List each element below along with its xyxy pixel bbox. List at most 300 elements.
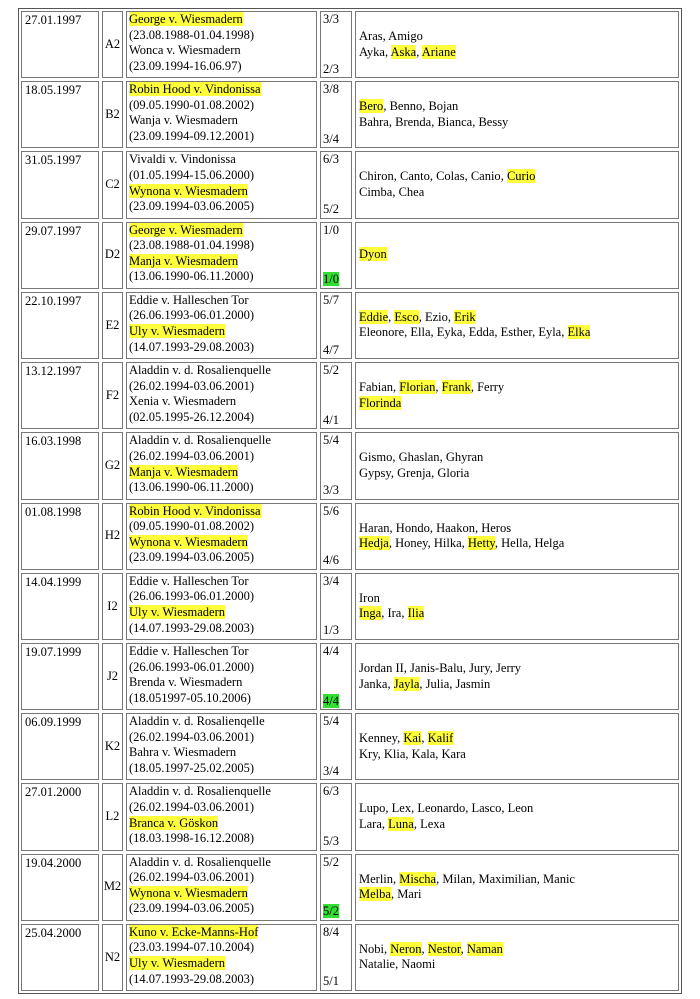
pup-name: Jordan II	[359, 660, 404, 675]
parents-cell	[126, 573, 317, 640]
pup-name: Bahra	[359, 114, 389, 129]
count-bottom	[323, 62, 349, 78]
pup-name: Lupo	[359, 801, 386, 816]
litter-row	[21, 81, 679, 148]
sire-line	[129, 363, 314, 379]
male-pups: Haran, Hondo, Haakon, Heros	[359, 520, 512, 535]
sire-line	[129, 504, 314, 520]
count-bottom	[323, 553, 349, 569]
dam-dates: (23.09.1994-03.06.2005)	[129, 199, 254, 214]
dam-line	[129, 535, 314, 551]
sire-line	[129, 152, 314, 168]
litter-date: 06.09.1999	[21, 713, 99, 780]
count-bottom-value: 1/3	[323, 623, 339, 638]
count-cell	[320, 11, 352, 78]
dam-line	[129, 465, 314, 481]
female-pups: Ayka, Aska, Ariane	[359, 44, 456, 59]
pup-name: Kry	[359, 746, 378, 761]
female-pups	[359, 396, 675, 412]
pup-name: Grenja	[397, 465, 432, 480]
pup-name: Iron	[359, 590, 380, 605]
count-top-value: 5/6	[323, 503, 339, 518]
litter-code: E2	[102, 292, 123, 359]
pup-name: Gypsy	[359, 465, 391, 480]
dam-name: Xenia v. Wiesmadern	[129, 394, 237, 409]
sire-dates: (09.05.1990-01.08.2002)	[129, 97, 254, 112]
dam-name: Wynona v. Wiesmadern	[129, 534, 248, 549]
count-cell	[320, 432, 352, 499]
count-cell	[320, 503, 352, 570]
pups-cell	[355, 503, 679, 570]
dam-name: Wanja v. Wiesmadern	[129, 113, 238, 128]
litter-row	[21, 432, 679, 499]
sire-dates: (23.08.1988-01.04.1998)	[129, 27, 254, 42]
female-pups: Janka, Jayla, Julia, Jasmin	[359, 676, 491, 691]
pup-name: Lara	[359, 817, 382, 832]
male-pups: Fabian, Florian, Frank, Ferry	[359, 380, 505, 395]
litter-row	[21, 854, 679, 921]
count-top	[323, 363, 349, 379]
count-bottom-value: 1/0	[323, 272, 339, 287]
pup-name: Curio	[506, 169, 536, 184]
litter-date: 27.01.1997	[21, 11, 99, 78]
pup-name: Erik	[454, 309, 476, 324]
sire-name: Eddie v. Halleschen Tor	[129, 643, 249, 658]
sire-name: George v. Wiesmadern	[129, 12, 243, 26]
count-cell	[320, 362, 352, 429]
sire-dates: (26.02.1994-03.06.2001)	[129, 870, 254, 885]
count-bottom	[323, 834, 349, 850]
count-bottom-value: 3/4	[323, 763, 339, 778]
count-bottom-value: 4/6	[323, 553, 339, 568]
dam-dates: (13.06.1990-06.11.2000)	[129, 269, 254, 284]
litter-code: L2	[102, 783, 123, 850]
pup-name: Hilka	[433, 536, 462, 551]
pup-name: Luna	[388, 817, 414, 832]
female-pups: Hedja, Honey, Hilka, Hetty, Hella, Helga	[359, 536, 565, 551]
litter-code: I2	[102, 573, 123, 640]
count-top-value: 6/3	[323, 152, 339, 167]
sire-line	[129, 12, 314, 28]
count-cell	[320, 573, 352, 640]
count-bottom	[323, 904, 349, 920]
pup-name: Ghyran	[445, 450, 484, 465]
count-bottom	[323, 623, 349, 639]
litter-code: D2	[102, 222, 123, 289]
count-top-value: 5/2	[323, 363, 339, 378]
sire-line	[129, 433, 314, 449]
count-top	[323, 714, 349, 730]
parents-cell	[126, 924, 317, 991]
pups-cell	[355, 11, 679, 78]
dam-line	[129, 394, 314, 410]
count-bottom-value: 5/3	[323, 834, 339, 849]
pup-name: Ferry	[477, 380, 505, 395]
litter-date: 22.10.1997	[21, 292, 99, 359]
pup-name: Eyka	[436, 325, 463, 340]
count-bottom-value: 2/3	[323, 61, 339, 76]
dam-name: Uly v. Wiesmadern	[129, 604, 226, 619]
male-pups	[359, 247, 675, 263]
count-bottom	[323, 132, 349, 148]
count-top	[323, 574, 349, 590]
count-top	[323, 644, 349, 660]
pup-name: Cimba	[359, 185, 393, 200]
sire-line	[129, 293, 314, 309]
count-bottom-value: 5/2	[323, 202, 339, 217]
count-top-value: 5/4	[323, 433, 339, 448]
pup-name: Haakon	[436, 520, 475, 535]
count-cell	[320, 292, 352, 359]
parents-cell	[126, 151, 317, 218]
litter-code: N2	[102, 924, 123, 991]
pup-name: Natalie	[359, 957, 396, 972]
pup-name: Manic	[543, 871, 575, 886]
sire-line	[129, 855, 314, 871]
count-top	[323, 12, 349, 28]
male-pups: Merlin, Mischa, Milan, Maximilian, Manic	[359, 871, 575, 886]
parents-cell	[126, 783, 317, 850]
litter-row	[21, 503, 679, 570]
pups-cell	[355, 854, 679, 921]
dam-line	[129, 675, 314, 691]
pup-name: Elka	[567, 325, 591, 340]
litter-date: 25.04.2000	[21, 924, 99, 991]
sire-line	[129, 714, 314, 730]
dam-dates: (14.07.1993-29.08.2003)	[129, 620, 254, 635]
pup-name: Kara	[441, 746, 466, 761]
pups-cell	[355, 81, 679, 148]
sire-name: Robin Hood v. Vindonissa	[129, 503, 261, 518]
pup-name: Inga	[359, 606, 382, 621]
sire-name: George v. Wiesmadern	[129, 222, 243, 237]
pup-name: Bessy	[478, 114, 509, 129]
count-top-value: 3/3	[323, 12, 339, 26]
count-bottom-value: 3/4	[323, 131, 339, 146]
count-bottom	[323, 343, 349, 359]
sire-name: Aladdin v. d. Rosalienquelle	[129, 854, 271, 869]
dam-line	[129, 816, 314, 832]
pup-name: Merlin	[359, 871, 394, 886]
male-pups: Bero, Benno, Bojan	[359, 99, 459, 114]
count-cell	[320, 151, 352, 218]
dam-line	[129, 886, 314, 902]
pup-name: Nestor	[427, 941, 461, 956]
sire-name: Robin Hood v. Vindonissa	[129, 82, 261, 97]
pup-name: Lexa	[420, 817, 446, 832]
pup-name: Eddie	[359, 309, 389, 324]
pups-cell	[355, 924, 679, 991]
sire-dates: (26.06.1993-06.01.2000)	[129, 659, 254, 674]
pup-name: Fabian	[359, 380, 394, 395]
count-top	[323, 925, 349, 941]
pup-name: Heros	[481, 520, 512, 535]
female-pups: Kry, Klia, Kala, Kara	[359, 746, 466, 761]
litter-code: B2	[102, 81, 123, 148]
dam-dates: (02.05.1995-26.12.2004)	[129, 409, 254, 424]
pups-cell	[355, 783, 679, 850]
pup-name: Ghaslan	[398, 450, 440, 465]
count-cell	[320, 783, 352, 850]
litter-row	[21, 573, 679, 640]
dam-line	[129, 43, 314, 59]
sire-line	[129, 784, 314, 800]
pup-name: Frank	[441, 380, 471, 395]
count-cell	[320, 924, 352, 991]
litter-code: K2	[102, 713, 123, 780]
pup-name: Kai	[403, 731, 422, 746]
count-top-value: 4/4	[323, 643, 339, 658]
pup-name: Bojan	[428, 99, 459, 114]
litter-row	[21, 924, 679, 991]
count-bottom	[323, 694, 349, 710]
parents-cell	[126, 713, 317, 780]
count-cell	[320, 222, 352, 289]
litter-table	[18, 8, 682, 994]
pup-name: Gloria	[437, 465, 470, 480]
count-top-value: 8/4	[323, 924, 339, 939]
pup-name: Dyon	[359, 247, 387, 262]
pups-cell	[355, 643, 679, 710]
pup-name: Canio	[470, 169, 501, 184]
pup-name: Esther	[500, 325, 533, 340]
litter-row	[21, 151, 679, 218]
litter-code: M2	[102, 854, 123, 921]
pups-cell	[355, 573, 679, 640]
sire-dates: (23.03.1994-07.10.2004)	[129, 940, 254, 955]
parents-cell	[126, 432, 317, 499]
count-top-value: 5/4	[323, 714, 339, 729]
sire-line	[129, 644, 314, 660]
sire-dates: (23.08.1988-01.04.1998)	[129, 238, 254, 253]
pup-name: Kenney	[359, 731, 398, 746]
count-bottom	[323, 483, 349, 499]
count-top	[323, 784, 349, 800]
dam-line	[129, 184, 314, 200]
pup-name: Julia	[425, 676, 450, 691]
pups-cell	[355, 713, 679, 780]
pup-name: Ilia	[407, 606, 425, 621]
pup-name: Honey	[395, 536, 428, 551]
count-bottom-value: 4/7	[323, 342, 339, 357]
dam-line	[129, 745, 314, 761]
male-pups: Aras, Amigo	[359, 29, 423, 44]
pup-name: Bianca	[437, 114, 473, 129]
count-bottom	[323, 974, 349, 990]
litter-date: 19.04.2000	[21, 854, 99, 921]
pup-name: Esco	[394, 309, 419, 324]
pup-name: Eyla	[538, 325, 562, 340]
pup-name: Aras	[359, 29, 383, 44]
sire-dates: (26.02.1994-03.06.2001)	[129, 729, 254, 744]
female-pups: Eleonore, Ella, Eyka, Edda, Esther, Eyla, Elka	[359, 325, 591, 340]
litter-date: 19.07.1999	[21, 643, 99, 710]
female-pups: Bahra, Brenda, Bianca, Bessy	[359, 114, 509, 129]
male-pups: Chiron, Canto, Colas, Canio, Curio	[359, 169, 536, 184]
count-bottom-value: 4/4	[323, 693, 339, 708]
dam-name: Wonca v. Wiesmadern	[129, 43, 241, 58]
sire-name: Aladdin v. d. Rosalienquelle	[129, 363, 271, 378]
litter-date: 01.08.1998	[21, 503, 99, 570]
dam-line	[129, 324, 314, 340]
litter-row	[21, 11, 679, 78]
dam-dates: (23.09.1994-03.06.2005)	[129, 550, 254, 565]
parents-cell	[126, 643, 317, 710]
litter-code: C2	[102, 151, 123, 218]
dam-name: Wynona v. Wiesmadern	[129, 885, 248, 900]
pup-name: Florinda	[359, 395, 402, 410]
pups-cell	[355, 151, 679, 218]
pup-name: Lasco	[471, 801, 502, 816]
sire-name: Vivaldi v. Vindonissa	[129, 152, 236, 167]
sire-name: Aladdin v. d. Rosalienquelle	[129, 784, 271, 799]
count-bottom-value: 3/3	[323, 482, 339, 497]
sire-dates: (26.02.1994-03.06.2001)	[129, 448, 254, 463]
female-pups: Lara, Luna, Lexa	[359, 817, 446, 832]
pup-name: Bero	[359, 99, 384, 114]
female-pups: Natalie, Naomi	[359, 957, 436, 972]
pup-name: Helga	[534, 536, 565, 551]
pup-name: Aska	[390, 44, 417, 59]
male-pups: Kenney, Kai, Kalif	[359, 731, 454, 746]
pup-name: Leonardo	[417, 801, 466, 816]
parents-cell	[126, 362, 317, 429]
pup-name: Ariane	[421, 44, 456, 59]
count-bottom	[323, 413, 349, 429]
pup-name: Mari	[397, 887, 422, 902]
dam-line	[129, 113, 314, 129]
dam-line	[129, 956, 314, 972]
count-top-value: 5/2	[323, 854, 339, 869]
sire-name: Eddie v. Halleschen Tor	[129, 573, 249, 588]
count-top-value: 5/7	[323, 292, 339, 307]
litter-row	[21, 713, 679, 780]
dam-dates: (14.07.1993-29.08.2003)	[129, 971, 254, 986]
dam-name: Wynona v. Wiesmadern	[129, 183, 248, 198]
litter-code: F2	[102, 362, 123, 429]
pup-name: Jury	[469, 660, 490, 675]
count-cell	[320, 643, 352, 710]
sire-dates: (26.06.1993-06.01.2000)	[129, 308, 254, 323]
dam-name: Uly v. Wiesmadern	[129, 324, 226, 339]
litter-date: 14.04.1999	[21, 573, 99, 640]
sire-name: Aladdin v. d. Rosalienquelle	[129, 433, 271, 448]
pup-name: Edda	[468, 325, 495, 340]
count-top-value: 1/0	[323, 222, 339, 237]
pup-name: Leon	[507, 801, 534, 816]
litter-date: 27.01.2000	[21, 783, 99, 850]
count-cell	[320, 713, 352, 780]
dam-dates: (23.09.1994-03.06.2005)	[129, 901, 254, 916]
litter-date: 29.07.1997	[21, 222, 99, 289]
litter-row	[21, 292, 679, 359]
male-pups: Lupo, Lex, Leonardo, Lasco, Leon	[359, 801, 534, 816]
count-top	[323, 855, 349, 871]
pup-name: Klia	[383, 746, 406, 761]
count-top	[323, 504, 349, 520]
dam-name: Brenda v. Wiesmadern	[129, 675, 243, 690]
pup-name: Chiron	[359, 169, 394, 184]
count-bottom-value: 5/2	[323, 904, 339, 919]
pups-cell	[355, 362, 679, 429]
sire-dates: (09.05.1990-01.08.2002)	[129, 519, 254, 534]
parents-cell	[126, 81, 317, 148]
pups-cell	[355, 222, 679, 289]
parents-cell	[126, 854, 317, 921]
dam-dates: (18.03.1998-16.12.2008)	[129, 831, 254, 846]
pup-name: Milan	[442, 871, 473, 886]
count-top	[323, 223, 349, 239]
count-top-value: 6/3	[323, 784, 339, 799]
female-pups: Melba, Mari	[359, 887, 422, 902]
pup-name: Canto	[399, 169, 430, 184]
pup-name: Florian	[399, 380, 436, 395]
male-pups: Gismo, Ghaslan, Ghyran	[359, 450, 484, 465]
sire-dates: (26.06.1993-06.01.2000)	[129, 589, 254, 604]
dam-line	[129, 605, 314, 621]
pup-name: Neron	[390, 941, 422, 956]
sire-name: Eddie v. Halleschen Tor	[129, 292, 249, 307]
litter-code: J2	[102, 643, 123, 710]
litter-row	[21, 222, 679, 289]
count-bottom	[323, 202, 349, 218]
litter-row	[21, 362, 679, 429]
litter-row	[21, 783, 679, 850]
pup-name: Hetty	[467, 536, 495, 551]
count-cell	[320, 81, 352, 148]
litter-code: A2	[102, 11, 123, 78]
male-pups	[359, 591, 675, 607]
pup-name: Eleonore	[359, 325, 405, 340]
sire-dates: (26.02.1994-03.06.2001)	[129, 378, 254, 393]
count-bottom	[323, 764, 349, 780]
litter-date: 16.03.1998	[21, 432, 99, 499]
parents-cell	[126, 292, 317, 359]
pup-name: Kalif	[427, 731, 454, 746]
count-top-value: 3/4	[323, 573, 339, 588]
pup-name: Jerry	[496, 660, 522, 675]
litter-date: 13.12.1997	[21, 362, 99, 429]
male-pups: Eddie, Esco, Ezio, Erik	[359, 309, 476, 324]
dam-name: Branca v. Göskon	[129, 815, 219, 830]
sire-name: Kuno v. Ecke-Manns-Hof	[129, 924, 259, 939]
pup-name: Chea	[398, 185, 425, 200]
pup-name: Jasmin	[455, 676, 491, 691]
count-bottom	[323, 272, 349, 288]
litter-row	[21, 643, 679, 710]
count-bottom-value: 4/1	[323, 412, 339, 427]
pup-name: Ezio	[424, 309, 448, 324]
dam-dates: (18.05.1997-25.02.2005)	[129, 760, 254, 775]
pup-name: Naomi	[401, 957, 436, 972]
sire-line	[129, 574, 314, 590]
pup-name: Ayka	[359, 44, 385, 59]
count-top	[323, 433, 349, 449]
litter-date: 31.05.1997	[21, 151, 99, 218]
female-pups: Cimba, Chea	[359, 185, 425, 200]
pup-name: Brenda	[395, 114, 432, 129]
dam-dates: (14.07.1993-29.08.2003)	[129, 339, 254, 354]
pup-name: Jayla	[393, 676, 420, 691]
count-top	[323, 293, 349, 309]
sire-dates: (01.05.1994-15.06.2000)	[129, 168, 254, 183]
litter-date: 18.05.1997	[21, 81, 99, 148]
pup-name: Ella	[410, 325, 431, 340]
sire-line	[129, 223, 314, 239]
count-cell	[320, 854, 352, 921]
pup-name: Lex	[391, 801, 412, 816]
count-bottom-value: 5/1	[323, 974, 339, 989]
